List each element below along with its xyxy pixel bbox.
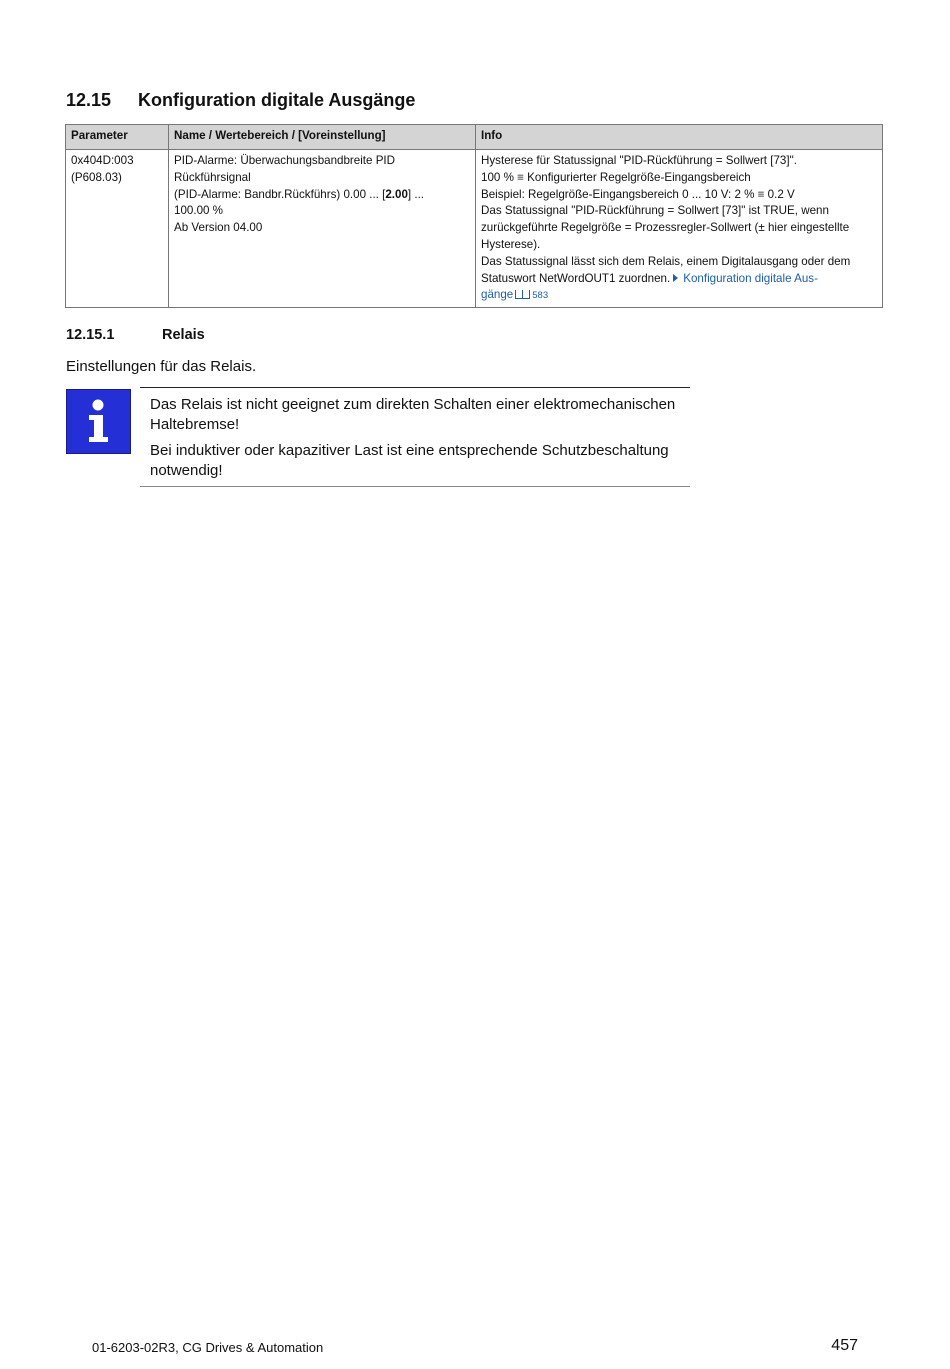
- note-paragraph: Bei induktiver oder kapazitiver Last ist eine entsprechende Schutzbeschaltung notwendig!: [150, 442, 669, 479]
- subsection-number: 12.15.1: [66, 327, 115, 343]
- range-prefix: (PID-Alarme: Bandbr.Rückführs) 0.00 ... [: [174, 187, 386, 201]
- name-line: Rückführsignal: [174, 170, 251, 184]
- info-line: Das Statussignal lässt sich dem Relais, einem Digitalausgang oder dem: [481, 254, 851, 268]
- intro-text: Einstellungen für das Relais.: [66, 358, 257, 375]
- version-note: Ab Version 04.00: [174, 221, 263, 235]
- table-header-row: [66, 125, 883, 150]
- cell-parameter: [66, 150, 169, 308]
- footer-document-id: 01-6203-02R3, CG Drives & Automation: [92, 1340, 324, 1355]
- info-line: Das Statussignal "PID-Rückführung = Sollwert [73]" ist TRUE, wenn: [481, 204, 829, 218]
- section-heading: [66, 90, 415, 111]
- info-line: [481, 271, 877, 288]
- range-max: 100.00 %: [174, 204, 223, 218]
- info-line: [481, 287, 877, 305]
- parameter-table: [65, 124, 883, 308]
- parameter-code: (P608.03): [71, 170, 122, 184]
- default-value: 2.00: [385, 187, 408, 201]
- arrow-right-icon: [673, 274, 678, 282]
- header-info: Info: [476, 125, 883, 150]
- subsection-title: Relais: [162, 327, 205, 343]
- info-line: Beispiel: Regelgröße-Eingangsbereich 0 ... 10 V: 2 % ≡ 0.2 V: [481, 187, 795, 201]
- header-parameter: Parameter: [66, 125, 169, 150]
- info-line: 100 % ≡ Konfigurierter Regelgröße-Eingangsbereich: [481, 170, 751, 184]
- page-number: 457: [831, 1337, 858, 1354]
- table-row: [66, 150, 883, 308]
- section-title: Konfiguration digitale Ausgänge: [138, 90, 416, 110]
- info-line: Hysterese für Statussignal "PID-Rückführung = Sollwert [73]".: [481, 154, 797, 167]
- cross-reference-link-continued[interactable]: gänge: [481, 288, 514, 302]
- info-line: Hysterese).: [481, 237, 541, 251]
- subsection-heading: [66, 327, 205, 343]
- info-icon: [66, 389, 131, 454]
- cell-name: [169, 150, 476, 308]
- book-icon: [515, 290, 530, 299]
- info-text: Statuswort NetWordOUT1 zuordnen.: [481, 271, 671, 285]
- parameter-index: 0x404D:003: [71, 154, 134, 167]
- section-number: 12.15: [66, 90, 112, 110]
- header-name: Name / Wertebereich / [Voreinstellung]: [169, 125, 476, 150]
- page-reference[interactable]: 583: [532, 290, 549, 302]
- cell-info: [476, 150, 883, 308]
- cross-reference-link[interactable]: Konfiguration digitale Aus-: [683, 271, 818, 285]
- name-line: PID-Alarme: Überwachungsbandbreite PID: [174, 154, 396, 167]
- range-suffix: ] ...: [407, 187, 425, 201]
- note-paragraph: Das Relais ist nicht geeignet zum direkten Schalten einer elektromechanischen Haltebremse!: [150, 396, 676, 433]
- note-box: [140, 387, 690, 487]
- info-line: zurückgeführte Regelgröße = Prozessregler-Sollwert (± hier eingestellte: [481, 221, 850, 235]
- value-range: [174, 187, 470, 204]
